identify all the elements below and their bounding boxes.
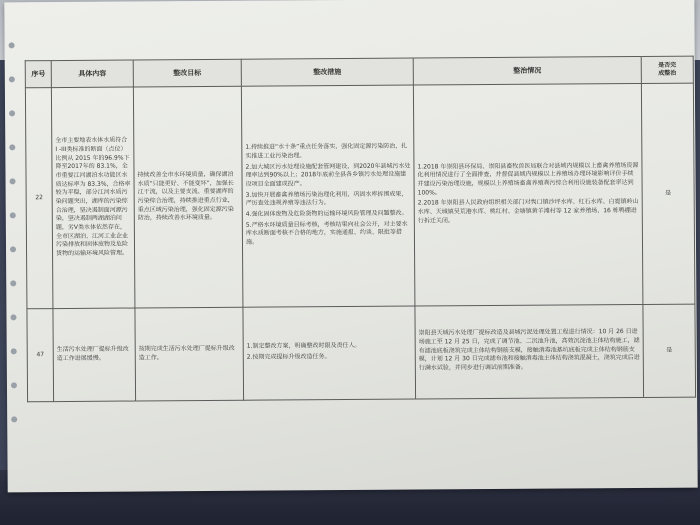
binding-hole [10,246,16,252]
header-measures: 整改措施 [241,58,413,86]
table-row [27,304,696,402]
row-measures [243,306,416,400]
binding-hole [11,382,17,388]
row-status [413,83,643,306]
status-item: 2.2018 年崇阳县人民政府组织相关部门对隽口镇沙坪水库、红石水库、白霓镇岭山水库、天城镇吴荒港水库、桃红村、金塘镇黄羊滩村等 12 家养殖场、16 栋鸭棚进行拆迁关闭。 [417,198,639,225]
row-done: 是 [641,83,695,304]
binding-hole [10,178,16,184]
binding-hole [9,110,15,116]
header-target: 整改目标 [133,59,241,87]
document-page [4,0,697,492]
binding-hole [9,76,15,82]
measure-item: 1.制定整改方案，明确整改时限及责任人。 [246,342,361,351]
binding-hole [10,314,16,320]
header-done: 是否完 成整治 [641,56,693,83]
binding-hole [11,416,17,422]
binding-hole [10,280,16,286]
measure-item: 3.加快开展畜禽养殖场污染治理化利用，巩固水库拆围成果，严厉查处违规养殖等违法行为。 [245,190,408,208]
binding-hole [11,348,17,354]
row-serial: 22 [25,88,53,309]
row-measures [241,85,415,307]
header-content: 具体内容 [51,60,133,88]
row-target: 持续改善全市水环境质量，确保湖泊水质“只能更好、不能变坏”，加强长江干流，以及主要支流、重要湖库的污染综合治理，持续推进重点行业，重点区域污染治理，强化固定源污染防治，持续改善水环境质量。 [133,86,243,308]
measure-item: 4.强化固体废物及危险货物的运输环境风险管理及问题整改。 [245,209,408,218]
status-item: 1.2018 年崇阳县环保局、崇阳县畜牧兽医局联合对县域内规模以上畜禽养殖场资源化利用情况进行了全面排查，并督促县域内规模以上养殖场办理环境影响评价手续并建设污染治理设施，规模以上养殖场畜禽养殖粪污综合利用设施装备配套率达到100%。 [417,161,639,197]
table-row [25,83,695,309]
row-content: 生活污水处理厂提标升级改造工作进展缓慢。 [53,308,136,402]
measure-item: 5.严格水环境质量目标考核，考核结果向社会公开，对主要水库水质断面考核不合格的地方，实施通报、约谈、限批等措施。 [245,220,408,246]
row-status [415,304,644,399]
row-serial: 47 [27,309,54,402]
header-status: 整治情况 [413,56,641,85]
binding-holes [9,42,22,450]
binding-hole [10,212,16,218]
binding-hole [9,144,15,150]
row-target: 按期完成生活污水处理厂提标升级改造工作。 [135,307,244,401]
binding-hole [9,42,15,48]
measure-item: 1.持续推进“水十条”重点任务落实，强化固定源污染防治，扎实推进工业污染治理。 [245,142,408,160]
measure-item: 2.加大城区污水处理设施配套管网建设，到2020年县城污水处理率达到90%以上；2018年底前全县各乡镇污水处理设施建设项目全面建成投产。 [245,162,411,188]
row-done: 是 [643,304,696,397]
rectification-table [25,56,696,403]
header-serial: 序号 [25,61,51,88]
measure-item: 2.按期完成提标升级改造任务。 [246,353,331,361]
row-content: 全市主要地表水体水质符合 I -III类标准的断面（点位）比例从 2015 年的96.9%下降至2017年的 83.1%，全市重要江河湖泊水功能区水质达标率为 83.3%，合格率较为平稳，部分江河水质污染问题突出，湖库的污染综合治理，坚决遏制面河源污染，坚决遏制两湖湖泊问题，劣Ⅴ类水体依然存在，全市区湖泊、江河工业企业污染排放和固体废物及危险货物的运输环境风险管理。 [51,87,135,309]
status-item: 崇阳县天城污水处理厂提标改造及县城污泥处理处置工程进行情况：10 月 26 日进场施工至 12 月 25 日，完成了调节池、二沉池升池，高效沉淀池主体结构施工，滤布滤池底板浇筑完成主体结构钢筋支模，接触消毒池基坑底板完成主体结构钢筋支模，计划 12 月 30 日完成滤布池和接触消毒池主体结构浇筑混凝土，浇筑完成后进行满水试验，并同步进行调试前期准备。 [418,328,640,372]
